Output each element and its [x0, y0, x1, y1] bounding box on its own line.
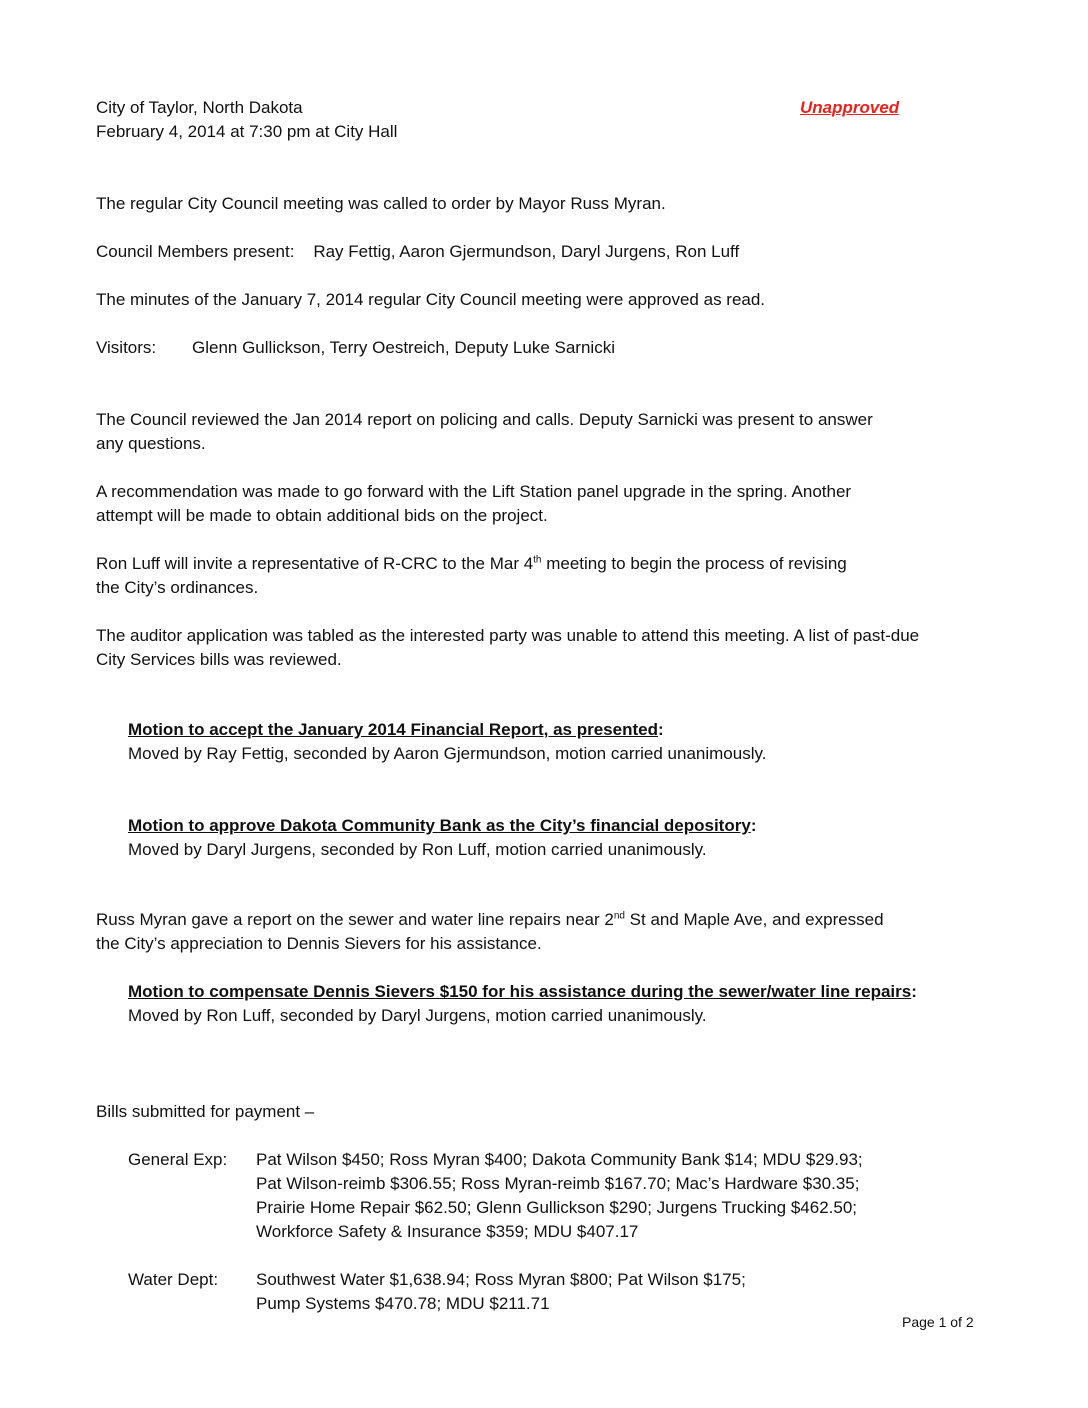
motion-result: Moved by Ron Luff, seconded by Daryl Jurgens, motion carried unanimously. — [128, 1006, 707, 1025]
bill-line: Pump Systems $470.78; MDU $211.71 — [256, 1294, 550, 1313]
motion-heading: Motion to compensate Dennis Sievers $150 for his assistance during the sewer/water line repairs: — [128, 982, 917, 1001]
approval-status-badge: Unapproved — [800, 98, 900, 117]
paragraph-line: City Services bills was reviewed. — [96, 650, 342, 669]
superscript: nd — [613, 910, 625, 922]
sewer-report-paragraph — [96, 908, 884, 956]
motion-block — [128, 814, 756, 862]
visitors — [96, 336, 615, 360]
motion-result: Moved by Ray Fettig, seconded by Aaron Gjermundson, motion carried unanimously. — [128, 744, 767, 763]
visitors-label: Visitors: — [96, 338, 157, 357]
bills-water — [128, 1268, 1028, 1316]
rcrc-paragraph — [96, 552, 847, 600]
bill-lines — [256, 1148, 863, 1244]
org-name: City of Taylor, North Dakota — [96, 98, 303, 117]
paragraph-line: attempt will be made to obtain additional bids on the project. — [96, 506, 548, 525]
motion-block — [128, 718, 766, 766]
motion-block — [128, 980, 917, 1028]
superscript: th — [533, 554, 542, 566]
paragraph-line — [96, 908, 884, 932]
paragraph-line — [96, 552, 847, 576]
bill-category-label: General Exp: — [128, 1150, 228, 1169]
council-members-label: Council Members present: — [96, 242, 295, 261]
text-run: Ron Luff will invite a representative of R-CRC to the Mar 4 — [96, 554, 534, 573]
council-members — [96, 240, 739, 264]
bills-general — [128, 1148, 1028, 1244]
motion-heading: Motion to approve Dakota Community Bank as the City’s financial depository: — [128, 816, 757, 835]
bill-lines — [256, 1268, 746, 1316]
lift-station-paragraph — [96, 480, 851, 528]
paragraph-line: any questions. — [96, 434, 206, 453]
document-header — [96, 96, 397, 144]
bill-line: Prairie Home Repair $62.50; Glenn Gullickson $290; Jurgens Trucking $462.50; — [256, 1198, 858, 1217]
text-run: meeting to begin the process of revising — [541, 554, 847, 573]
bill-line: Pat Wilson $450; Ross Myran $400; Dakota Community Bank $14; MDU $29.93; — [256, 1150, 863, 1169]
paragraph-line: The Council reviewed the Jan 2014 report on policing and calls. Deputy Sarnicki was present to answer — [96, 410, 873, 429]
council-members-names: Ray Fettig, Aaron Gjermundson, Daryl Jurgens, Ron Luff — [313, 242, 740, 261]
meeting-date: February 4, 2014 at 7:30 pm at City Hall — [96, 122, 398, 141]
motion-title: Motion to approve Dakota Community Bank as the City’s financial depository — [128, 816, 751, 835]
policing-paragraph — [96, 408, 873, 456]
motion-title: Motion to accept the January 2014 Financial Report, as presented — [128, 720, 658, 739]
auditor-paragraph — [96, 624, 919, 672]
page-number: Page 1 of 2 — [902, 1314, 974, 1330]
motion-title: Motion to compensate Dennis Sievers $150 for his assistance during the sewer/water line repairs — [128, 982, 912, 1001]
visitors-names: Glenn Gullickson, Terry Oestreich, Deputy Luke Sarnicki — [192, 338, 615, 357]
minutes-approval: The minutes of the January 7, 2014 regular City Council meeting were approved as read. — [96, 290, 766, 309]
bill-line: Southwest Water $1,638.94; Ross Myran $800; Pat Wilson $175; — [256, 1270, 746, 1289]
text-run: St and Maple Ave, and expressed — [624, 910, 884, 929]
bills-heading: Bills submitted for payment – — [96, 1102, 315, 1121]
bill-line: Pat Wilson-reimb $306.55; Ross Myran-reimb $167.70; Mac’s Hardware $30.35; — [256, 1174, 860, 1193]
text-run: Russ Myran gave a report on the sewer and water line repairs near 2 — [96, 910, 614, 929]
bill-line: Workforce Safety & Insurance $359; MDU $407.17 — [256, 1222, 639, 1241]
paragraph-line: A recommendation was made to go forward with the Lift Station panel upgrade in the spring. Another — [96, 482, 852, 501]
motion-result: Moved by Daryl Jurgens, seconded by Ron Luff, motion carried unanimously. — [128, 840, 707, 859]
paragraph-line: the City’s appreciation to Dennis Sievers for his assistance. — [96, 934, 542, 953]
bill-category-label: Water Dept: — [128, 1270, 219, 1289]
motion-heading: Motion to accept the January 2014 Financial Report, as presented: — [128, 720, 664, 739]
call-to-order: The regular City Council meeting was called to order by Mayor Russ Myran. — [96, 194, 666, 213]
paragraph-line: the City’s ordinances. — [96, 578, 259, 597]
paragraph-line: The auditor application was tabled as the interested party was unable to attend this meeting. A list of past-due — [96, 626, 920, 645]
